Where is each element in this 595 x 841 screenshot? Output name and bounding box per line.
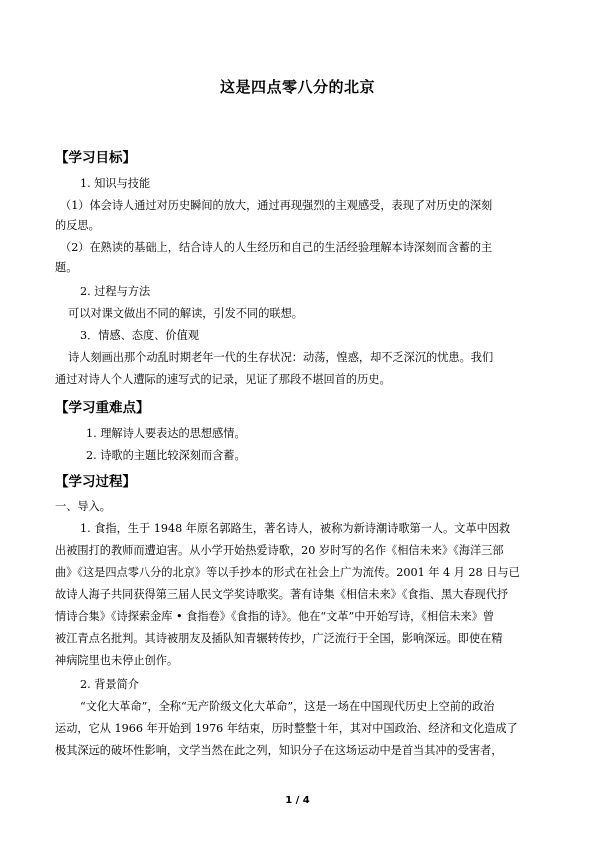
text-line: 2. 诗歌的主题比较深刻而含蓄。 bbox=[86, 449, 246, 462]
text-line: 被江青点名批判。其诗被朋友及插队知青辗转传抄，广泛流行于全国，影响深远。即使在精 bbox=[55, 632, 503, 645]
text-line: 极其深远的破坏性影响，文学当然在此之列，知识分子在这场运动中是首当其冲的受害者， bbox=[55, 744, 503, 757]
text-line: 1. 食指，生于 1948 年原名郭路生，著名诗人，被称为新诗潮诗歌第一人。文革中因救 bbox=[80, 522, 511, 535]
text-line: “文化大革命”，全称“无产阶级文化大革命”，这是一场在中国现代历史上空前的政治 bbox=[80, 700, 495, 713]
text-line: 情诗合集》《诗探索金库 • 食指卷》《食指的诗》。他在“文革”中开始写诗，《相信未来》曾 bbox=[55, 610, 495, 623]
text-line: 2. 过程与方法 bbox=[80, 285, 151, 298]
text-line: 1. 知识与技能 bbox=[80, 177, 151, 190]
text-line: 的反思。 bbox=[55, 219, 100, 232]
text-line: 题。 bbox=[55, 261, 78, 274]
text-line: 一、导入。 bbox=[55, 500, 111, 513]
section-heading-goals: 【学习目标】 bbox=[55, 150, 136, 166]
text-line: 3．情感、态度、价值观 bbox=[80, 329, 199, 342]
text-line: 通过对诗人个人遭际的速写式的记录，见证了那段不堪回首的历史。 bbox=[55, 373, 391, 386]
text-line: （1）体会诗人通过对历史瞬间的放大，通过再现强烈的主观感受，表现了对历史的深刻 bbox=[60, 199, 493, 212]
text-line: 诗人刻画出那个动乱时期老年一代的生存状况：动荡，惶惑，却不乏深沉的忧患。我们 bbox=[68, 351, 494, 364]
text-line: 出被围打的教师而遭迫害。从小学开始热爱诗歌，20 岁时写的名作《相信未来》《海洋三部 bbox=[55, 544, 504, 557]
text-line: （2）在熟读的基础上，结合诗人的人生经历和自己的生活经验理解本诗深刻而含蓄的主 bbox=[60, 241, 493, 254]
page-number: 1 / 4 bbox=[285, 795, 310, 806]
text-line: 故诗人海子共同获得第三届人民文学奖诗歌奖。著有诗集《相信未来》《食指、黑大春现代抒 bbox=[55, 588, 509, 601]
section-heading-process: 【学习过程】 bbox=[55, 474, 136, 490]
text-line: 可以对课文做出不同的解读，引发不同的联想。 bbox=[68, 307, 303, 320]
text-line: 1. 理解诗人要表达的思想感情。 bbox=[86, 427, 246, 440]
text-line: 运动，它从 1966 年开始到 1976 年结束，历时整整十年，其对中国政治、经济和文化造成了 bbox=[55, 722, 518, 735]
document-title: 这是四点零八分的北京 bbox=[219, 78, 375, 96]
section-heading-keypoints: 【学习重难点】 bbox=[55, 400, 150, 416]
text-line: 2. 背景简介 bbox=[80, 678, 139, 691]
text-line: 曲》《这是四点零八分的北京》等以手抄本的形式在社会上广为流传。2001 年 4 月 28 日与已 bbox=[55, 566, 520, 579]
text-line: 神病院里也未停止创作。 bbox=[55, 654, 179, 667]
